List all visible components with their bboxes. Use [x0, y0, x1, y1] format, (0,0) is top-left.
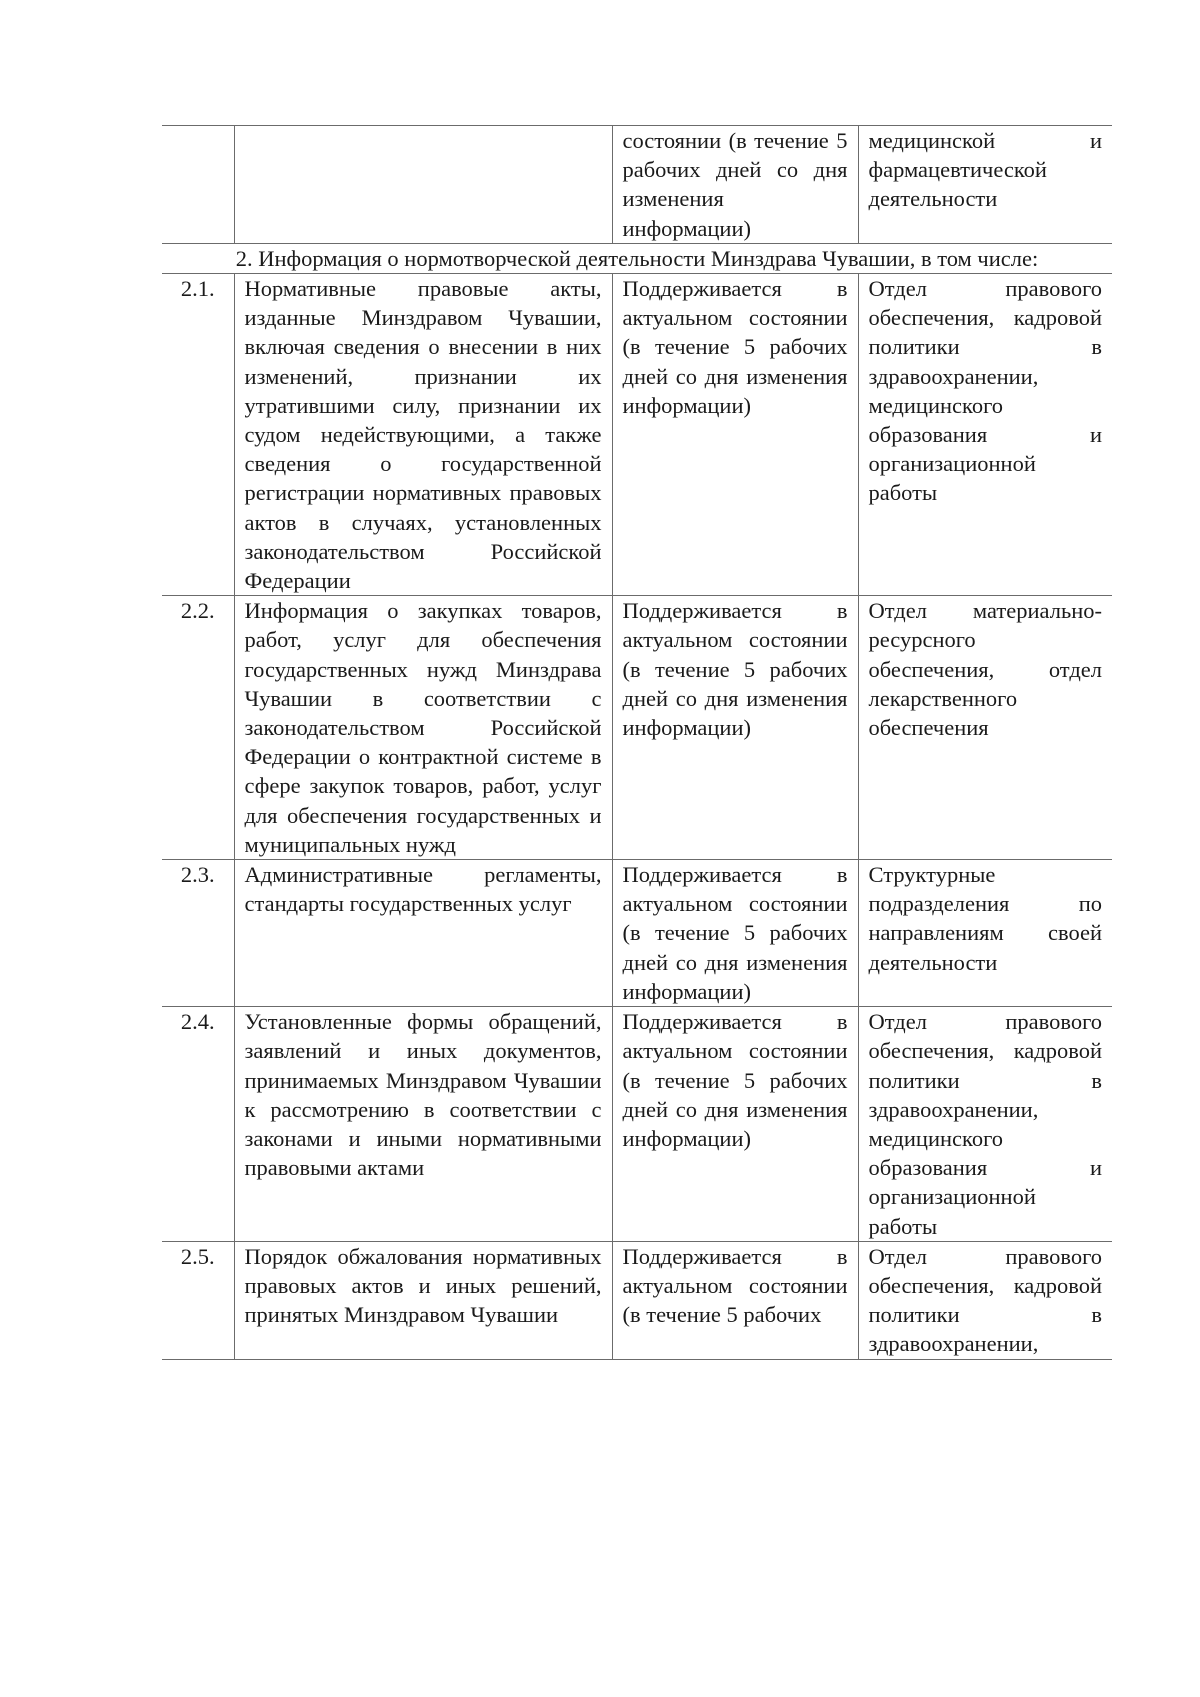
row-responsible: Отдел правового обеспечения, кадровой политики в здравоохранении, медицинского образования и организационной работы: [858, 1007, 1112, 1242]
section-row: [162, 243, 1112, 273]
row-period: Поддерживается в актуальном состоянии (в течение 5 рабочих дней со дня изменения информации): [612, 860, 858, 1007]
table-row: [162, 274, 1112, 596]
table-row: [162, 1007, 1112, 1242]
row-period: Поддерживается в актуальном состоянии (в течение 5 рабочих дней со дня изменения информации): [612, 1007, 858, 1242]
table-row: [162, 596, 1112, 860]
row-info: Установленные формы обращений, заявлений и иных документов, принимаемых Минздравом Чувашии к рассмотрению в соответствии с законами и иными нормативными правовыми актами: [234, 1007, 612, 1242]
row-number: 2.5.: [162, 1241, 234, 1359]
row-responsible: Отдел правового обеспечения, кадровой политики в здравоохранении,: [858, 1241, 1112, 1359]
row-responsible: Отдел материально-ресурсного обеспечения, отдел лекарственного обеспечения: [858, 596, 1112, 860]
table-row: [162, 1241, 1112, 1359]
document-page: [162, 125, 1112, 1360]
row-responsible: медицинской и фармацевтической деятельности: [858, 126, 1112, 244]
table-row: [162, 860, 1112, 1007]
row-info: Нормативные правовые акты, изданные Минздравом Чувашии, включая сведения о внесении в них изменений, признании их утратившими силу, признании их судом недействующими, а также сведения о государственной регистрации нормативных правовых актов в случаях, установленных законодательством Российской Федерации: [234, 274, 612, 596]
row-period: Поддерживается в актуальном состоянии (в течение 5 рабочих: [612, 1241, 858, 1359]
information-table: [162, 125, 1112, 1360]
row-number: 2.3.: [162, 860, 234, 1007]
row-period: Поддерживается в актуальном состоянии (в течение 5 рабочих дней со дня изменения информации): [612, 274, 858, 596]
row-info: Информация о закупках товаров, работ, услуг для обеспечения государственных нужд Минздрава Чувашии в соответствии с законодательством Российской Федерации о контрактной системе в сфере закупок товаров, работ, услуг для обеспечения государственных и муниципальных нужд: [234, 596, 612, 860]
row-period: состоянии (в течение 5 рабочих дней со дня изменения информации): [612, 126, 858, 244]
row-responsible: Структурные подразделения по направлениям своей деятельности: [858, 860, 1112, 1007]
row-info: [234, 126, 612, 244]
row-period: Поддерживается в актуальном состоянии (в течение 5 рабочих дней со дня изменения информации): [612, 596, 858, 860]
row-number: [162, 126, 234, 244]
row-number: 2.4.: [162, 1007, 234, 1242]
section-title: 2. Информация о нормотворческой деятельности Минздрава Чувашии, в том числе:: [162, 243, 1112, 273]
row-number: 2.1.: [162, 274, 234, 596]
row-responsible: Отдел правового обеспечения, кадровой политики в здравоохранении, медицинского образования и организационной работы: [858, 274, 1112, 596]
row-info: Административные регламенты, стандарты государственных услуг: [234, 860, 612, 1007]
table-row: [162, 126, 1112, 244]
row-info: Порядок обжалования нормативных правовых актов и иных решений, принятых Минздравом Чувашии: [234, 1241, 612, 1359]
row-number: 2.2.: [162, 596, 234, 860]
